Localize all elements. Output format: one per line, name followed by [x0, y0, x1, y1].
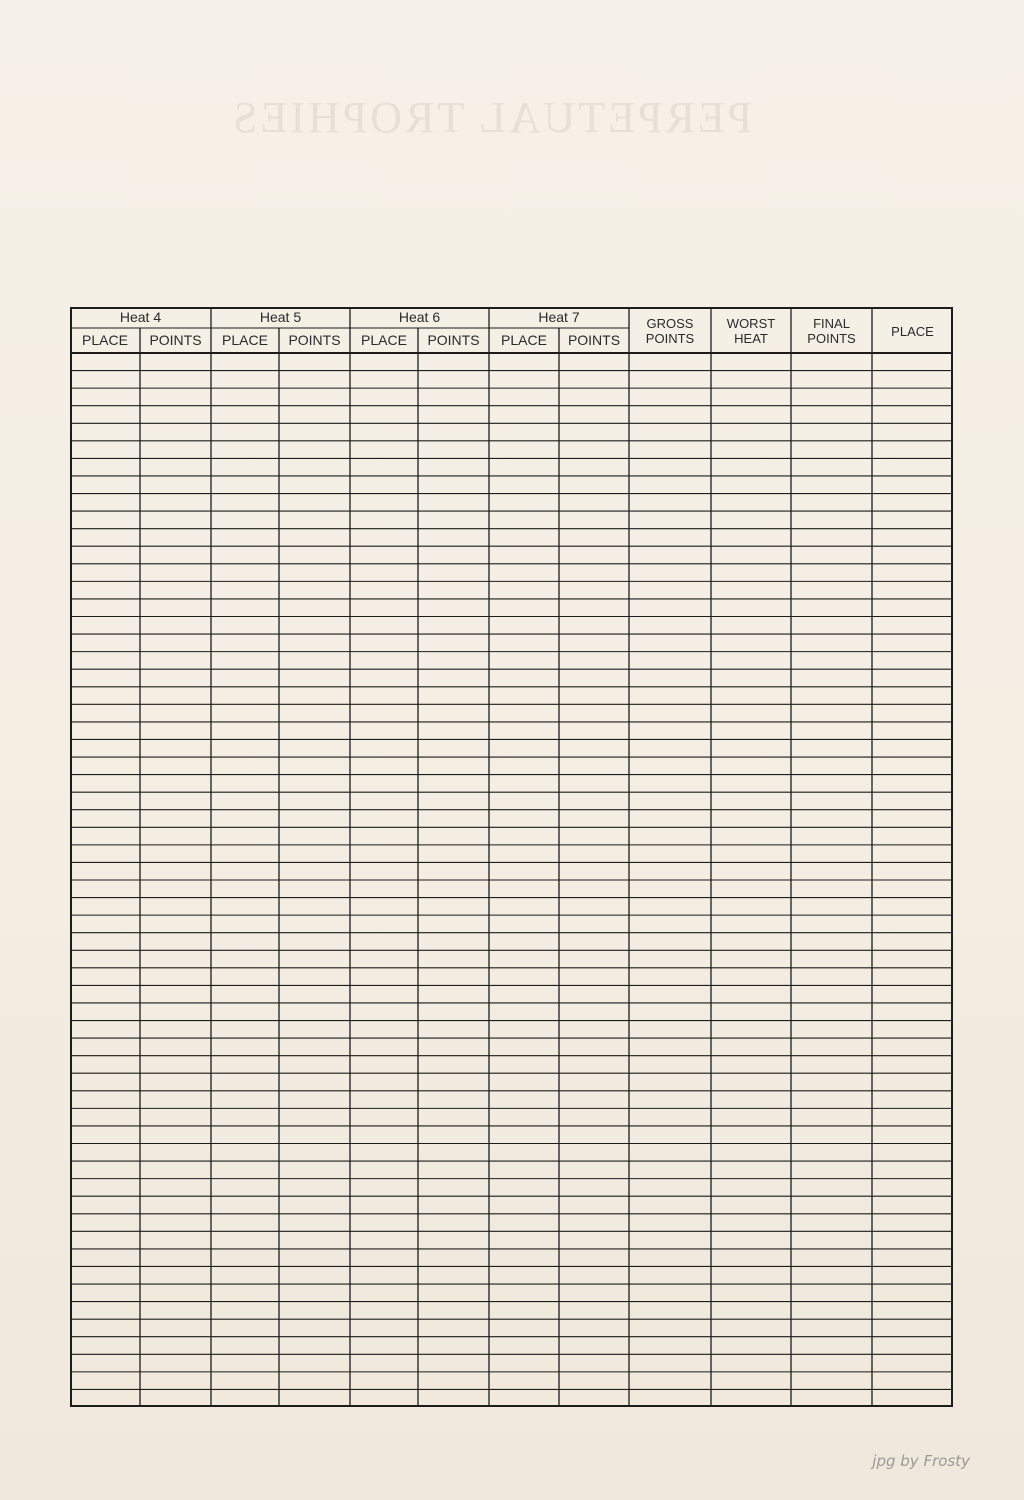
table-outer-border — [71, 308, 952, 1406]
heat-4-place-header: PLACE — [82, 332, 128, 348]
worst-heat-header-line2: HEAT — [734, 331, 768, 346]
show-through-heading: PERPETUAL TROPHIES — [230, 93, 753, 142]
gross-points-header-line2: POINTS — [645, 331, 695, 346]
heat-5-place-header: PLACE — [222, 332, 268, 348]
heat-6-points-header: POINTS — [427, 332, 480, 348]
heat-4-points-header: POINTS — [149, 332, 202, 348]
table-grid — [70, 307, 953, 1407]
heat-7-header: Heat 7 — [538, 309, 580, 325]
heat-6-place-header: PLACE — [361, 332, 407, 348]
score-sheet-table — [70, 307, 953, 1407]
worst-heat-header-line1: WORST — [726, 316, 776, 331]
final-points-header-line1: FINAL — [813, 316, 850, 331]
gross-points-header-line1: GROSS — [646, 316, 694, 331]
heat-5-header: Heat 5 — [259, 309, 302, 325]
final-points-header-line2: POINTS — [807, 331, 856, 346]
heat-6-header: Heat 6 — [398, 309, 441, 325]
heat-7-points-header: POINTS — [567, 332, 621, 348]
heat-7-place-header: PLACE — [501, 332, 547, 348]
watermark: jpg by Frosty — [872, 1452, 970, 1470]
place-header: PLACE — [891, 324, 934, 339]
heat-5-points-header: POINTS — [288, 332, 341, 348]
heat-4-header: Heat 4 — [119, 309, 162, 325]
